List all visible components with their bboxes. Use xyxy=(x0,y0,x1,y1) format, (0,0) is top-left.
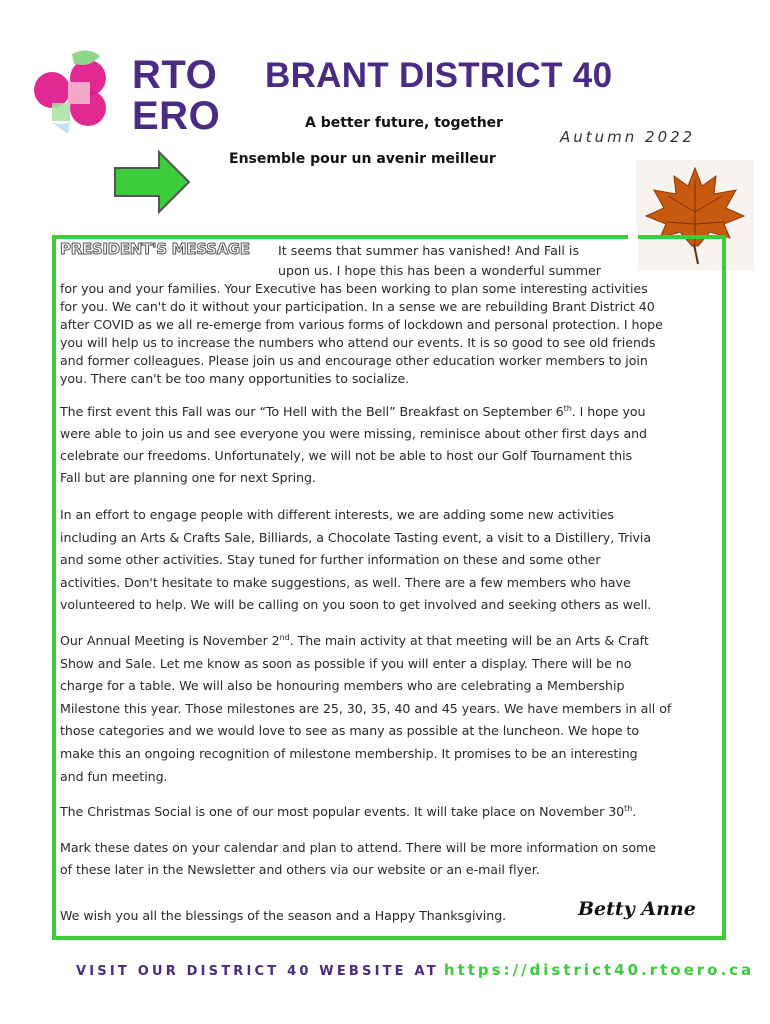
website-link[interactable]: https://district40.rtoero.ca xyxy=(443,961,755,979)
paragraph-executive xyxy=(60,280,720,388)
text-line: for you. We can't do it without your participation. In a sense we are rebuilding Brant District 40 xyxy=(60,299,655,314)
tagline-english: A better future, together xyxy=(305,115,504,131)
text-line: you. There can't be too many opportunities to socialize. xyxy=(60,371,410,386)
text-line: We wish you all the blessings of the season and a Happy Thanksgiving. xyxy=(60,908,507,923)
district-title: BRANT DISTRICT 40 xyxy=(265,56,613,95)
paragraph-new-activities xyxy=(60,504,720,617)
superscript: th xyxy=(624,804,633,813)
text-fragment: Our Annual Meeting is November 2 xyxy=(60,633,280,648)
text-fragment: . The main activity at that meeting will be an Arts & Craft xyxy=(289,633,649,648)
superscript: th xyxy=(563,404,572,413)
text-line xyxy=(60,401,720,423)
text-fragment: The first event this Fall was our “To Hell with the Bell” Breakfast on September 6 xyxy=(60,404,564,419)
intro-line: It seems that summer has vanished! And Fall is xyxy=(278,243,580,258)
text-line: including an Arts & Crafts Sale, Billiards, a Chocolate Tasting event, a visit to a Distillery, Trivia xyxy=(60,529,652,545)
text-line: make this an ongoing recognition of milestone membership. It promises to be an interesting xyxy=(60,745,638,761)
text-line: after COVID as we all re-emerge from various forms of lockdown and personal protection. I hope xyxy=(60,317,663,332)
text-line: Mark these dates on your calendar and plan to attend. There will be more information on some xyxy=(60,840,656,855)
text-line: celebrate our freedoms. Unfortunately, we will not be able to host our Golf Tournament this xyxy=(60,448,633,463)
text-line: charge for a table. We will also be honouring members who are celebrating a Membership xyxy=(60,678,625,694)
text-line: Milestone this year. Those milestones are 25, 30, 35, 40 and 45 years. We have members in all of xyxy=(60,700,672,716)
paragraph-mark-dates xyxy=(60,837,720,881)
text-line: you will help us to increase the numbers who attend our events. It is so good to see old friends xyxy=(60,335,656,350)
text-fragment: The Christmas Social is one of our most popular events. It will take place on November 30 xyxy=(60,804,625,819)
text-line: for you and your families. Your Executive has been working to plan some interesting activities xyxy=(60,281,648,296)
text-line xyxy=(60,801,720,823)
tagline-french: Ensemble pour un avenir meilleur xyxy=(229,151,496,167)
text-fragment: . xyxy=(632,804,637,819)
text-line: Show and Sale. Let me know as soon as possible if you will enter a display. There will be no xyxy=(60,655,632,671)
text-line: activities. Don't hesitate to make suggestions, as well. There are a few members who have xyxy=(60,574,631,590)
paragraph-annual-meeting xyxy=(60,630,720,788)
text-line: were able to join us and see everyone you were missing, reminisce about other first days and xyxy=(60,426,647,441)
signature: Betty Anne xyxy=(578,898,696,920)
footer xyxy=(76,960,754,979)
text-line: volunteered to help. We will be calling on you soon to get involved and seeking others as well. xyxy=(60,597,652,612)
paragraph-christmas-social xyxy=(60,801,720,823)
text-line: and former colleagues. Please join us and encourage other education worker members to join xyxy=(60,353,648,368)
text-line: those categories and we would love to see as many as possible at the luncheon. We hope to xyxy=(60,723,640,739)
text-line: In an effort to engage people with different interests, we are adding some new activities xyxy=(60,507,614,522)
footer-label: VISIT OUR DISTRICT 40 WEBSITE AT xyxy=(76,964,439,979)
text-line: and some other activities. Stay tuned for further information on these and some other xyxy=(60,552,601,567)
presidents-message-heading: PRESIDENT'S MESSAGE xyxy=(60,240,250,258)
intro-line: upon us. I hope this has been a wonderful summer xyxy=(278,263,602,278)
logo-ero-text: ERO xyxy=(132,94,221,138)
text-line: and fun meeting. xyxy=(60,768,168,784)
superscript: nd xyxy=(279,633,290,642)
paragraph-first-event xyxy=(60,401,720,489)
logo-rto-text: RTO xyxy=(132,53,218,97)
box-gap xyxy=(628,230,638,276)
season-label: Autumn 2022 xyxy=(560,128,696,146)
text-fragment: . I hope you xyxy=(571,404,646,419)
text-line xyxy=(60,630,720,653)
text-line: of these later in the Newsletter and others via our website or an e-mail flyer. xyxy=(60,862,540,877)
text-line: Fall but are planning one for next Spring. xyxy=(60,470,316,485)
right-arrow-icon xyxy=(113,150,191,214)
